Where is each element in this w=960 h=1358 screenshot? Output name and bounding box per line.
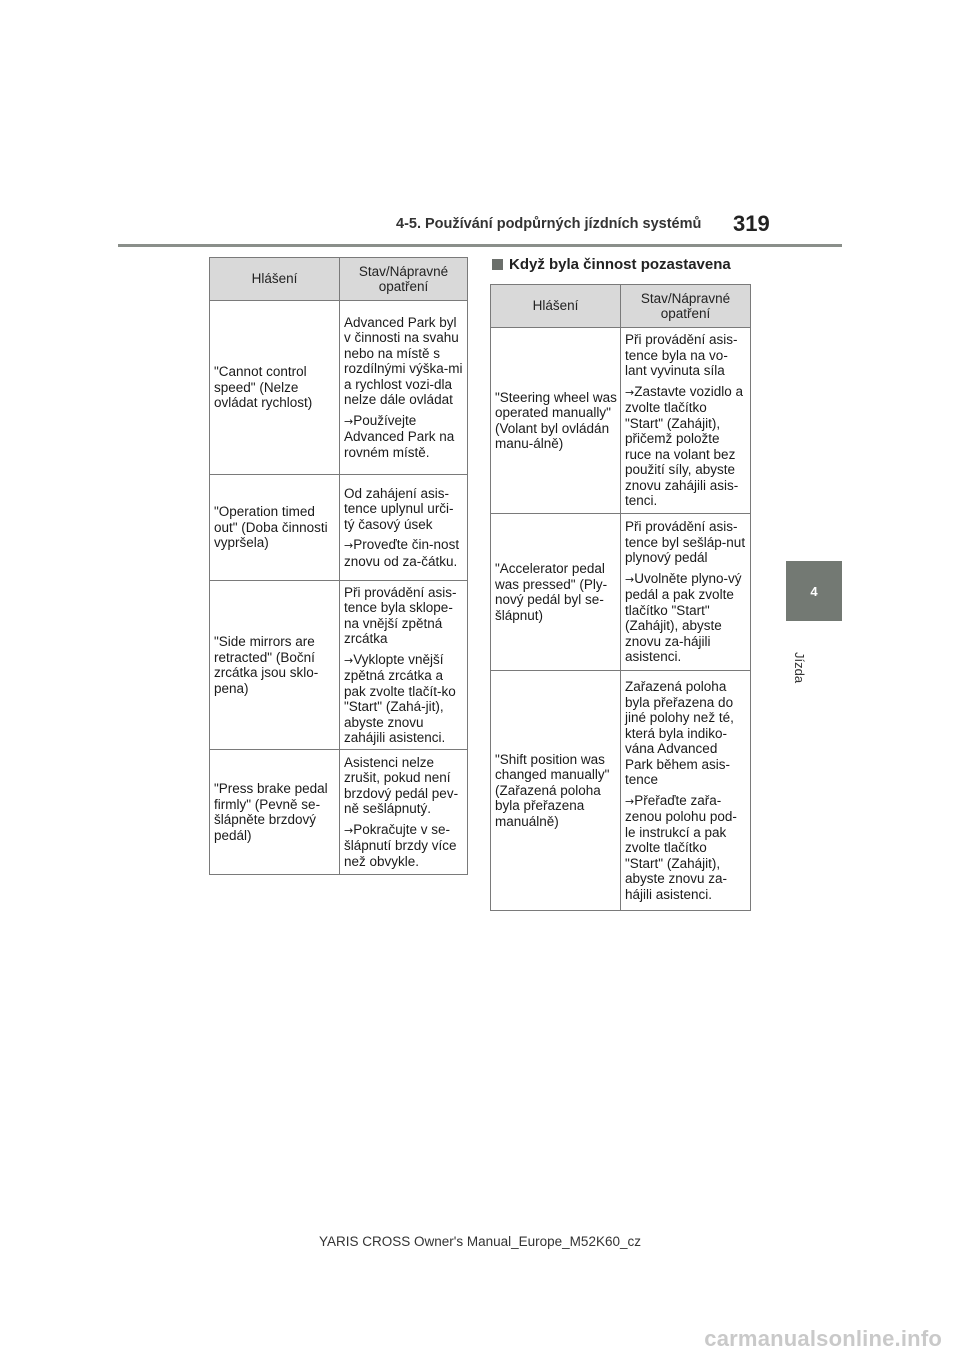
arrow-icon: →: [344, 823, 354, 837]
action-text: [625, 793, 747, 903]
table-row: [210, 475, 468, 581]
right-message-table: [490, 284, 751, 911]
header-rule: [118, 244, 842, 247]
header-message: Hlášení: [210, 258, 340, 301]
chapter-tab: 4: [786, 561, 842, 621]
state-text: Při provádění asis-tence byla na vo-lant vyvinuta síla: [625, 332, 738, 379]
header-state: Stav/Nápravné opatření: [340, 258, 468, 301]
message-cell: "Press brake pedal firmly" (Pevně se-šlápněte brzdový pedál): [210, 750, 340, 875]
action-text: [344, 822, 464, 870]
section-heading: [492, 256, 731, 273]
table-row: [491, 514, 751, 671]
state-cell: [340, 475, 468, 581]
action-label: Pokračujte v se-šlápnutí brzdy více než obvykle.: [344, 821, 457, 869]
state-cell: [621, 671, 751, 911]
action-text: [625, 384, 747, 509]
message-cell: "Accelerator pedal was pressed" (Ply-nový pedál byl se-šlápnut): [491, 514, 621, 671]
message-cell: "Cannot control speed" (Nelze ovládat rychlost): [210, 301, 340, 475]
action-label: Používejte Advanced Park na rovném místě.: [344, 412, 455, 460]
message-cell: "Operation timed out" (Doba činnosti vypršela): [210, 475, 340, 581]
message-cell: "Side mirrors are retracted" (Boční zrcátka jsou sklo-pena): [210, 581, 340, 750]
action-text: [625, 571, 747, 665]
section-heading-text: Když byla činnost pozastavena: [509, 256, 731, 273]
table-row: [210, 750, 468, 875]
action-text: [344, 413, 464, 461]
arrow-icon: →: [625, 385, 635, 399]
table-row: [210, 581, 468, 750]
arrow-icon: →: [344, 539, 354, 553]
message-cell: "Shift position was changed manually" (Zařazená poloha byla přeřazena manuálně): [491, 671, 621, 911]
state-text: Advanced Park byl v činnosti na svahu nebo na místě s rozdílnými výška-mi a rychlost vozi-dla nelze dále ovládat: [344, 314, 463, 408]
state-cell: [621, 328, 751, 514]
table-row: [491, 328, 751, 514]
action-label: Zastavte vozidlo a zvolte tlačítko "Start" (Zahájit), přičemž položte ruce na volant bez použití síly, abyste znovu zahájili asis-tenci.: [625, 383, 744, 509]
page-number: 319: [733, 211, 770, 236]
table-row: [491, 671, 751, 911]
arrow-icon: →: [625, 572, 635, 586]
arrow-icon: →: [344, 414, 354, 428]
state-text: Při provádění asis-tence byla sklope-na vnější zpětná zrcátka: [344, 584, 457, 646]
table-header-row: [491, 285, 751, 328]
message-cell: "Steering wheel was operated manually" (Volant byl ovládán manu-álně): [491, 328, 621, 514]
action-text: [344, 537, 464, 569]
arrow-icon: →: [344, 653, 354, 667]
left-message-table: [209, 257, 468, 875]
action-label: Vyklopte vnější zpětná zrcátka a pak zvolte tlačít-ko "Start" (Zahá-jit), abyste znovu zahájili asistenci.: [344, 651, 456, 745]
action-label: Proveďte čin-nost znovu od za-čátku.: [344, 537, 460, 569]
state-cell: [621, 514, 751, 671]
action-label: Uvolněte plyno-vý pedál a pak zvolte tlačítko "Start" (Zahájit), abyste znovu za-hájili asistenci.: [625, 570, 742, 665]
footer-text: YARIS CROSS Owner's Manual_Europe_M52K60_cz: [319, 1234, 641, 1249]
header-message: Hlášení: [491, 285, 621, 328]
action-text: [344, 652, 464, 746]
state-text: Při provádění asis-tence byl sešláp-nut plynový pedál: [625, 519, 746, 566]
section-title: 4-5. Používání podpůrných jízdních systémů: [396, 216, 702, 232]
action-label: Přeřaďte zařa-zenou polohu pod-le instrukcí a pak zvolte tlačítko "Start" (Zahájit), abyste znovu za-hájili asistenci.: [625, 792, 737, 902]
state-cell: [340, 750, 468, 875]
header-state: Stav/Nápravné opatření: [621, 285, 751, 328]
chapter-label: Jízda: [792, 652, 807, 684]
table-header-row: [210, 258, 468, 301]
state-text: Zařazená poloha byla přeřazena do jiné polohy než té, která byla indiko-vána Advanced Park během asis-tence: [625, 679, 734, 787]
state-cell: [340, 301, 468, 475]
state-text: Od zahájení asis-tence uplynul urči-tý časový úsek: [344, 485, 454, 532]
state-cell: [340, 581, 468, 750]
arrow-icon: →: [625, 794, 635, 808]
square-bullet-icon: [492, 259, 503, 270]
state-text: Asistenci nelze zrušit, pokud není brzdový pedál pev-ně sešlápnutý.: [344, 754, 459, 817]
table-row: [210, 301, 468, 475]
watermark: carmanualsonline.info: [704, 1326, 942, 1351]
